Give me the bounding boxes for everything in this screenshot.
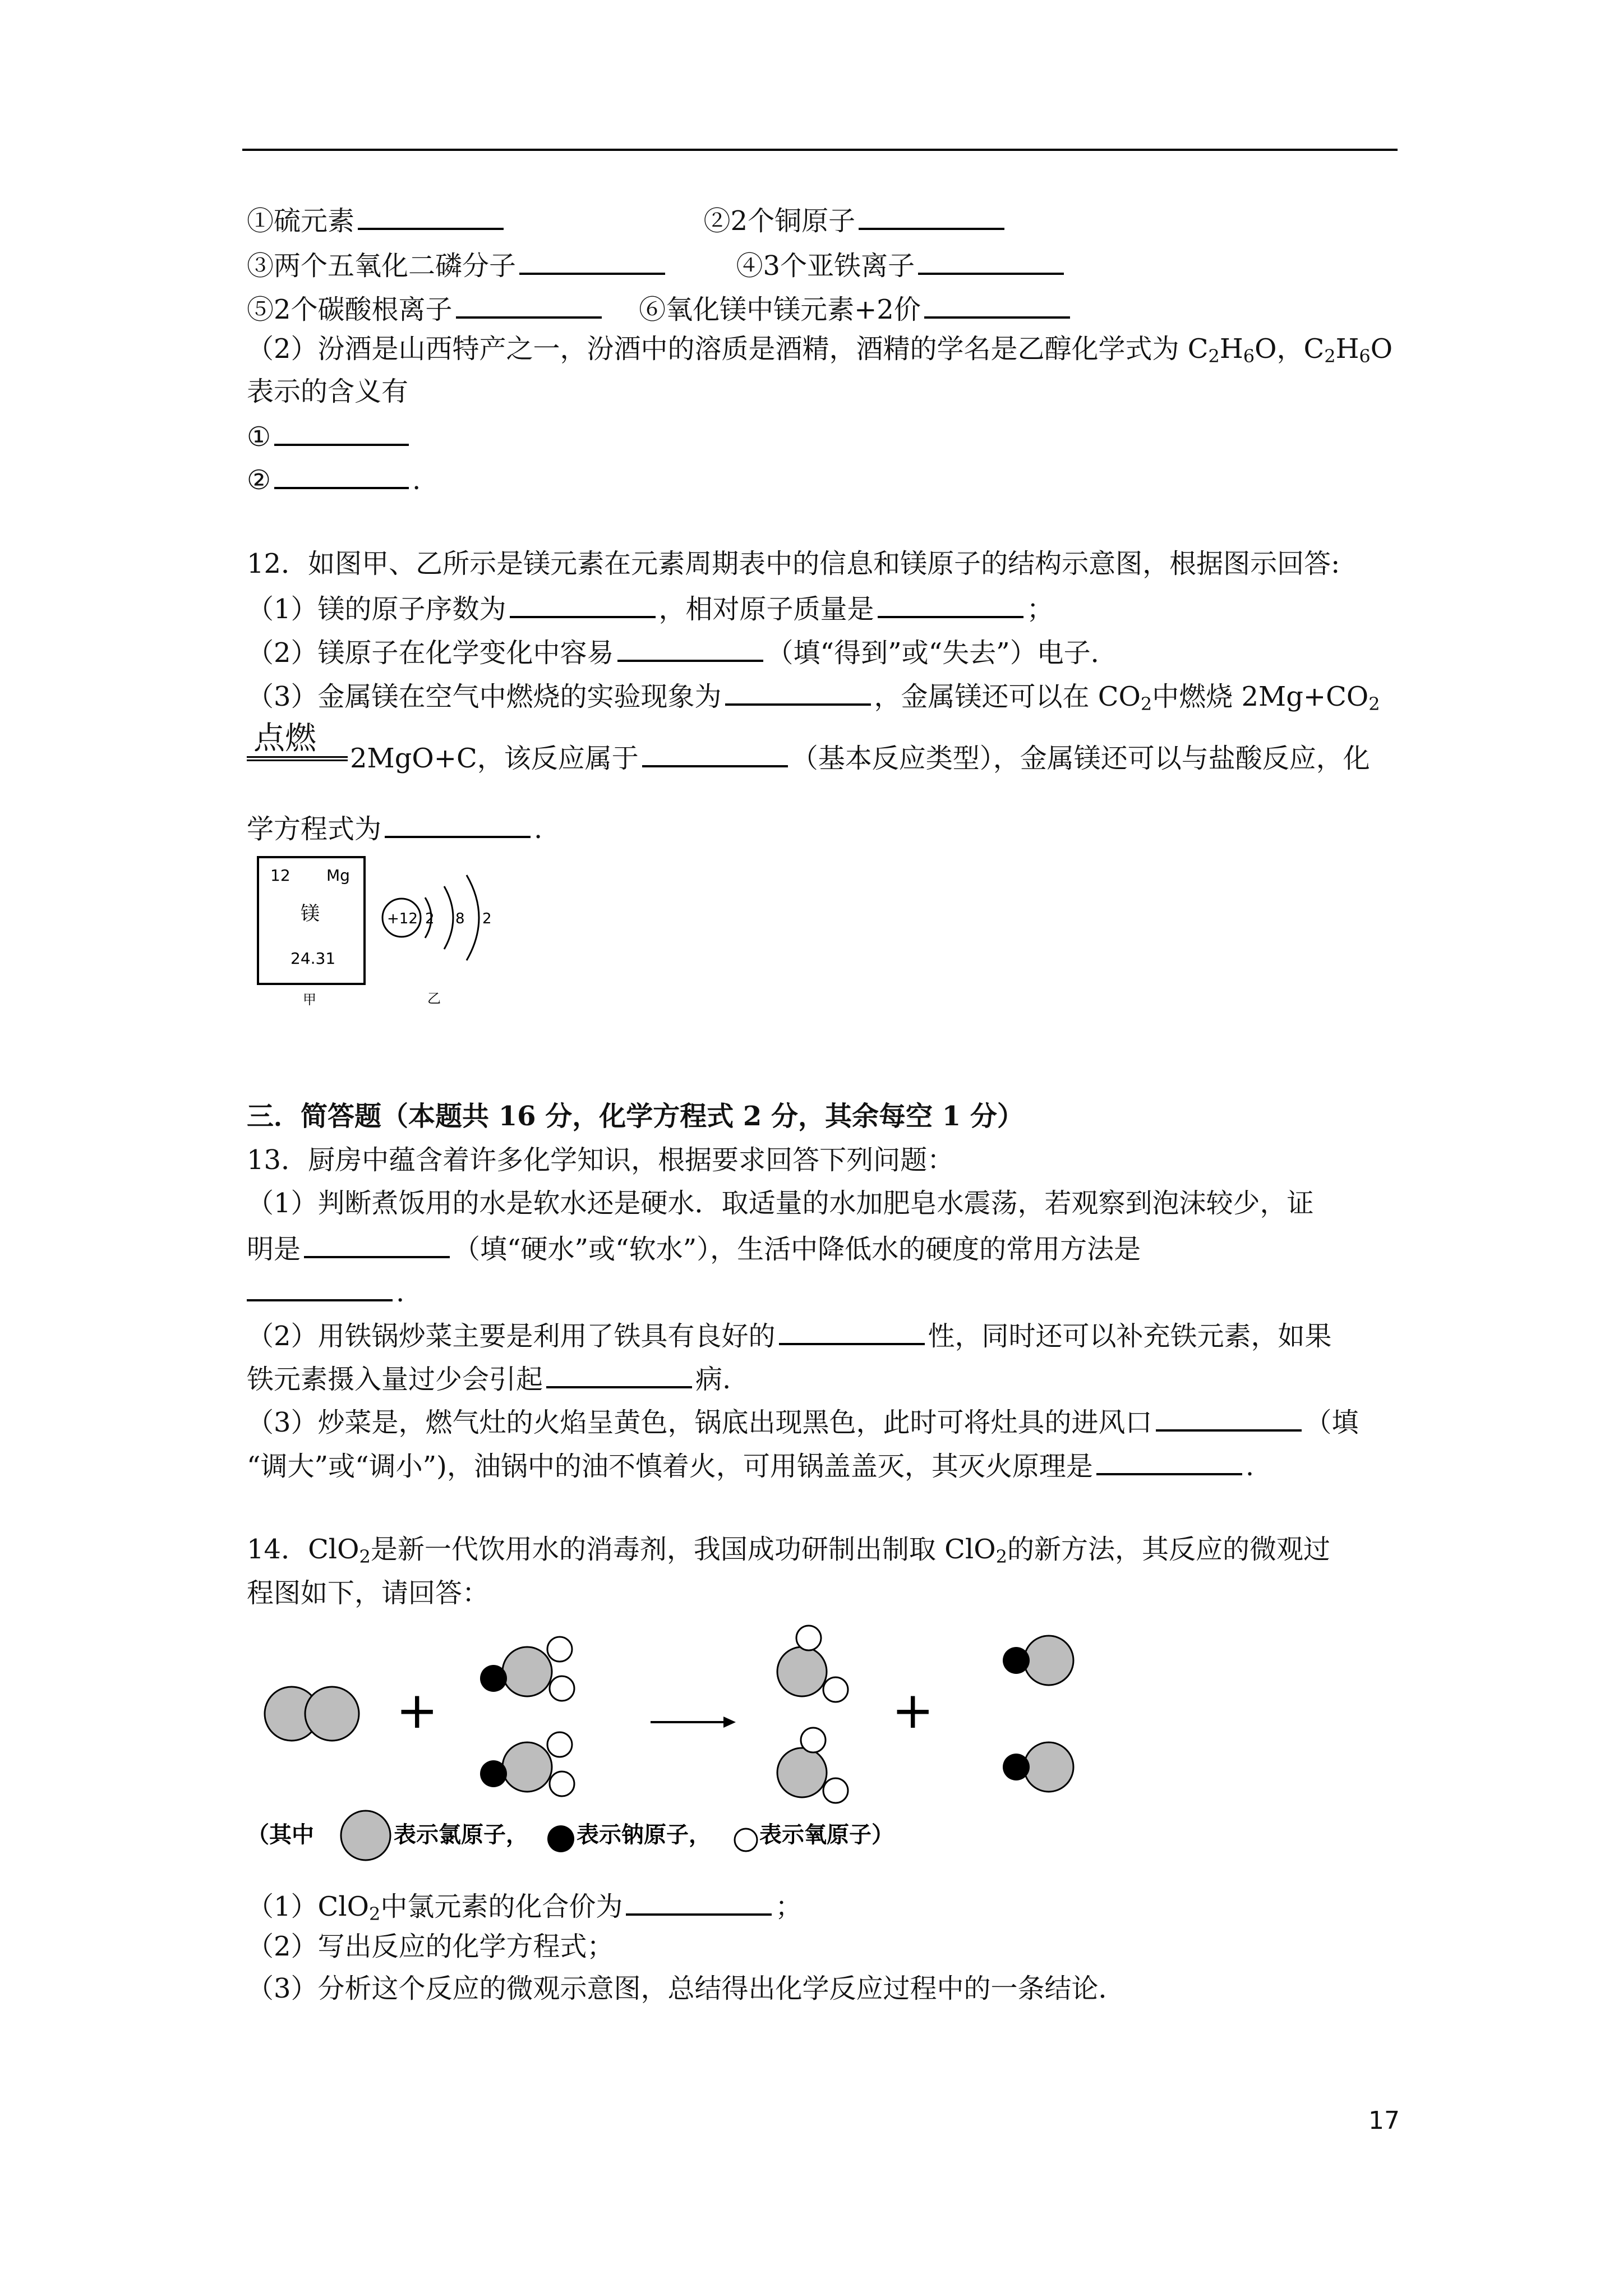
q13-part1-line2: 明是 （填“硬水”或“软水”），生活中降低水的硬度的常用方法是 — [247, 1230, 1141, 1266]
label-jia: 甲 — [303, 992, 316, 1007]
chlorine-atom — [777, 1647, 827, 1696]
oxygen-atom — [550, 1676, 574, 1701]
q13-part1-line3: . — [247, 1273, 404, 1309]
legend-oxygen: 表示氧原子） — [759, 1822, 894, 1848]
legend-oxygen-icon — [735, 1829, 757, 1851]
element-number: 12 — [270, 866, 291, 885]
legend-chlorine: 表示氯原子， — [394, 1822, 528, 1848]
shell-1-count: 2 — [425, 910, 435, 927]
q13-part3-line1: （3）炒菜是，燃气灶的火焰呈黄色，锅底出现黑色，此时可将灶具的进风口 （填 — [247, 1404, 1359, 1439]
q11-answer-2: ② . — [247, 461, 421, 497]
chlorine-atom — [305, 1687, 359, 1741]
q14-stem-line1: 14．ClO$_2$是新一代饮用水的消毒剂，我国成功研制出制取 ClO$_2$的新方法，其反应的微观过 — [247, 1534, 1330, 1567]
oxygen-atom — [823, 1677, 848, 1702]
q14-part2: （2）写出反应的化学方程式； — [247, 1931, 614, 1962]
reaction-equals-sign — [247, 756, 348, 761]
q12-part3-end: 学方程式为 . — [247, 810, 542, 846]
nucleus-charge: +12 — [387, 910, 418, 927]
q11-answer-1: ① — [247, 418, 412, 454]
label-yi: 乙 — [427, 991, 441, 1006]
header-rule — [242, 149, 1398, 151]
chlorine-atom — [1024, 1742, 1073, 1792]
oxygen-atom — [801, 1728, 826, 1752]
oxygen-atom — [796, 1626, 821, 1650]
q14-stem-line2: 程图如下，请回答： — [247, 1577, 490, 1609]
oxygen-atom — [547, 1637, 572, 1662]
sodium-atom — [1003, 1754, 1030, 1780]
q12-part1: （1）镁的原子序数为 ，相对原子质量是 ； — [247, 590, 1054, 626]
section-3-title: 三．简答题（本题共 16 分，化学方程式 2 分，其余每空 1 分） — [247, 1101, 1024, 1132]
legend-start: （其中 — [247, 1822, 314, 1848]
q14-part3: （3）分析这个反应的微观示意图，总结得出化学反应过程中的一条结论． — [247, 1973, 1126, 2004]
shell-3-count: 2 — [482, 910, 492, 927]
legend-chlorine-icon — [341, 1811, 390, 1860]
q13-part2-line1: （2）用铁锅炒菜主要是利用了铁具有良好的 性，同时还可以补充铁元素，如果 — [247, 1317, 1332, 1353]
legend-sodium: 表示钠原子， — [577, 1822, 711, 1848]
shell-3 — [467, 875, 479, 960]
plus-sign: + — [892, 1681, 934, 1740]
magnesium-figure — [247, 853, 538, 1010]
q13-stem: 13．厨房中蕴含着许多化学知识，根据要求回答下列问题： — [247, 1144, 955, 1176]
chlorine-atom — [502, 1742, 552, 1792]
q12-part3: （3）金属镁在空气中燃烧的实验现象为 ，金属镁还可以在 $CO_2$中燃烧 $2Mg+CO_2$ — [247, 678, 1380, 721]
legend-sodium-icon — [547, 1825, 574, 1852]
element-symbol: Mg — [326, 866, 350, 885]
q11-part2-line1: （2）汾酒是山西特产之一，汾酒中的溶质是酒精，酒精的学名是乙醇化学式为 $C_2H_6O$，$C_2H_6O$ — [247, 333, 1393, 367]
page-number: 17 — [1368, 2106, 1400, 2135]
shell-2 — [444, 886, 453, 949]
q11-part2-line2: 表示的含义有 — [247, 376, 409, 407]
reaction-condition: 点燃 — [253, 720, 316, 757]
sodium-atom — [480, 1665, 507, 1692]
element-mass: 24.31 — [291, 949, 336, 968]
q13-part1-line1: （1）判断煮饭用的水是软水还是硬水．取适量的水加肥皂水震荡，若观察到泡沫较少，证 — [247, 1188, 1314, 1219]
element-name: 镁 — [301, 903, 320, 925]
q12-part2: （2）镁原子在化学变化中容易 （填“得到”或“失去”）电子． — [247, 634, 1118, 670]
reaction-arrow-head — [723, 1717, 736, 1728]
plus-sign: + — [396, 1681, 439, 1740]
sodium-atom — [480, 1760, 507, 1787]
q11-row-3: ⑤2个碳酸根离子 ⑥氧化镁中镁元素+2价 — [247, 291, 1073, 326]
q14-part1: （1）ClO$_2$中氯元素的化合价为 ； — [247, 1888, 802, 1931]
chlorine-atom — [777, 1748, 827, 1797]
oxygen-atom — [823, 1778, 848, 1803]
sodium-atom — [1003, 1647, 1030, 1674]
oxygen-atom — [547, 1732, 572, 1757]
q12-part3-cont: 2MgO+C，该反应属于 （基本反应类型），金属镁还可以与盐酸反应，化 — [350, 739, 1370, 775]
q12-stem: 12．如图甲、乙所示是镁元素在元素周期表中的信息和镁原子的结构示意图，根据图示回答: — [247, 548, 1340, 579]
chlorine-atom — [502, 1647, 552, 1696]
q13-part2-line2: 铁元素摄入量过少会引起 病. — [247, 1360, 731, 1396]
reaction-micro-diagram — [247, 1616, 1110, 1874]
q11-row-2: ③两个五氧化二磷分子 ④3个亚铁离子 — [247, 247, 1067, 283]
q13-part3-line2: “调大”或“调小”)，油锅中的油不慎着火，可用锅盖盖灭，其灭火原理是 . — [247, 1447, 1254, 1483]
chlorine-atom — [1024, 1636, 1073, 1685]
q11-row-1: ①硫元素 ②2个铜原子 — [247, 202, 1008, 238]
oxygen-atom — [550, 1772, 574, 1796]
shell-2-count: 8 — [455, 910, 465, 927]
